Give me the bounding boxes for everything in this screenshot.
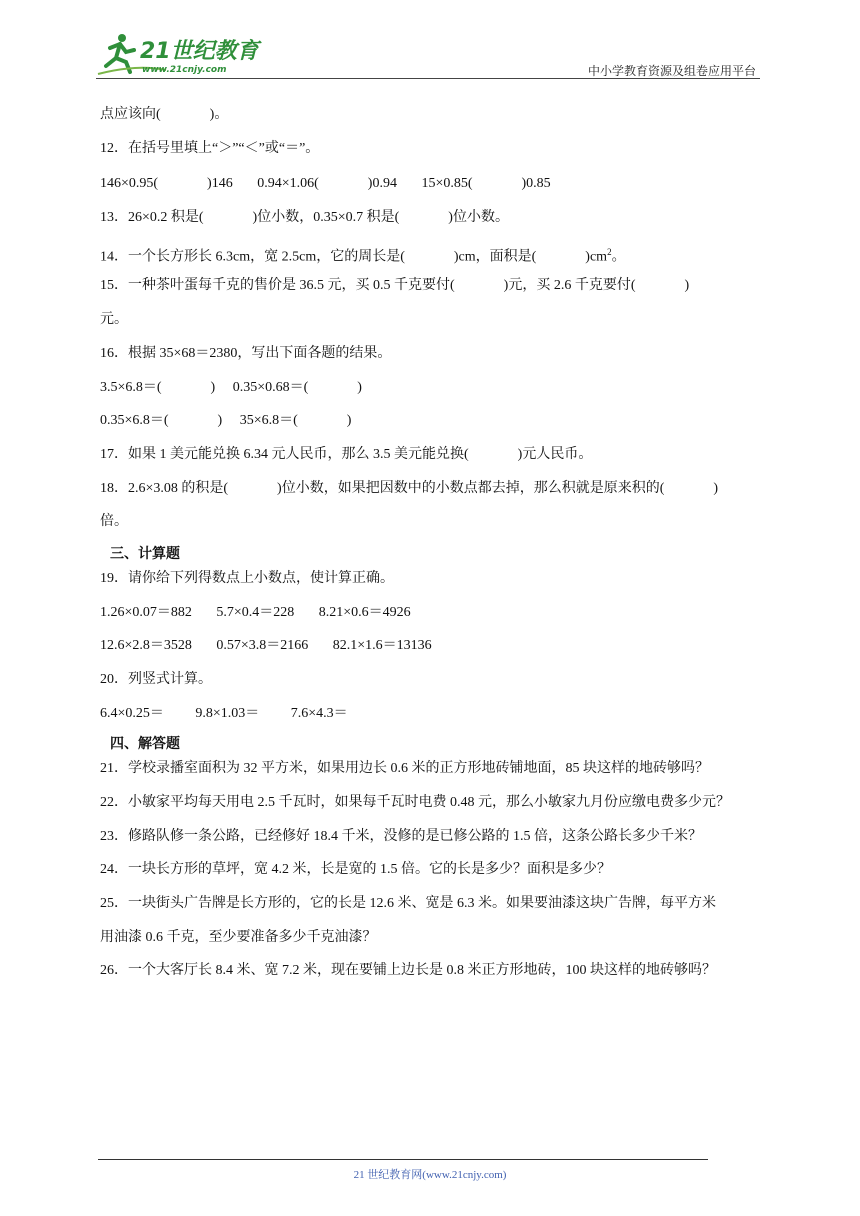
q19-text: 19．请你给下列得数点上小数点，使计算正确。 (100, 571, 394, 586)
q13-text: 13．26×0.2 积是( )位小数，0.35×0.7 积是( )位小数。 (100, 210, 509, 225)
q19-row1: 1.26×0.07＝882 5.7×0.4＝228 8.21×0.6＝4926 (100, 605, 411, 620)
q16-row2: 0.35×6.8＝( ) 35×6.8＝( ) (100, 413, 352, 428)
q26-text: 26．一个大客厅长 8.4 米、宽 7.2 米，现在要铺上边长是 0.8 米正方形地砖，100 块这样的地砖够吗？ (100, 963, 716, 978)
q20-items: 6.4×0.25＝ 9.8×1.03＝ 7.6×4.3＝ (100, 706, 348, 721)
q16-text: 16．根据 35×68＝2380，写出下面各题的结果。 (100, 346, 392, 361)
q20-text: 20．列竖式计算。 (100, 672, 212, 687)
q25-text: 25．一块街头广告牌是长方形的，它的长是 12.6 米、宽是 6.3 米。如果要油漆这块广告牌，每平方米 (100, 896, 716, 911)
logo-21cnjy (96, 30, 266, 78)
q24-text: 24．一块长方形的草坪，宽 4.2 米，长是宽的 1.5 倍。它的长是多少？面积是多少？ (100, 862, 611, 877)
q14-text: 14．一个长方形长 6.3cm，宽 2.5cm，它的周长是( )cm，面积是( )$cm^2$。 (100, 247, 626, 265)
platform-name: 中小学教育资源及组卷应用平台 (587, 64, 756, 78)
q17-text: 17．如果 1 美元能兑换 6.34 元人民币，那么 3.5 美元能兑换( )元人民币。 (100, 447, 593, 462)
q18-text: 18．2.6×3.08 的积是( )位小数，如果把因数中的小数点都去掉，那么积就是原来积的( ) (100, 481, 719, 496)
svg-text:21世纪教育: 21世纪教育 (140, 39, 259, 64)
q12-text: 12．在括号里填上“＞”“＜”或“＝”。 (100, 141, 320, 156)
q22-text: 22．小敏家平均每天用电 2.5 千瓦时，如果每千瓦时电费 0.48 元，那么小敏家九月份应缴电费多少元？ (100, 795, 730, 810)
q12-items: 146×0.95( )146 0.94×1.06( )0.94 15×0.85( )0.85 (100, 176, 551, 191)
q21-text: 21．学校录播室面积为 32 平方米，如果用边长 0.6 米的正方形地砖铺地面，85 块这样的地砖够吗？ (100, 761, 709, 776)
header-divider (96, 78, 760, 79)
footer-divider (98, 1159, 708, 1160)
section-4-title: 四、解答题 (110, 736, 180, 752)
section-3-title: 三、计算题 (110, 546, 180, 562)
q23-text: 23．修路队修一条公路，已经修好 18.4 千米，没修的是已修公路的 1.5 倍，这条公路长多少千米？ (100, 829, 702, 844)
q25-continuation: 用油漆 0.6 千克，至少要准备多少千克油漆？ (100, 930, 377, 945)
q18-continuation: 倍。 (100, 514, 128, 529)
svg-text:www.21cnjy.com: www.21cnjy.com (142, 65, 227, 75)
q16-row1: 3.5×6.8＝( ) 0.35×0.68＝( ) (100, 380, 362, 395)
q19-row2: 12.6×2.8＝3528 0.57×3.8＝2166 82.1×1.6＝13136 (100, 638, 432, 653)
footer-text: 21 世纪教育网(www.21cnjy.com) (353, 1169, 507, 1181)
q15-text: 15．一种茶叶蛋每千克的售价是 36.5 元，买 0.5 千克要付( )元，买 2.6 千克要付( ) (100, 278, 690, 293)
page-header (96, 30, 760, 80)
q15-continuation: 元。 (100, 312, 128, 327)
q11-continuation: 点应该向( )。 (100, 107, 229, 122)
